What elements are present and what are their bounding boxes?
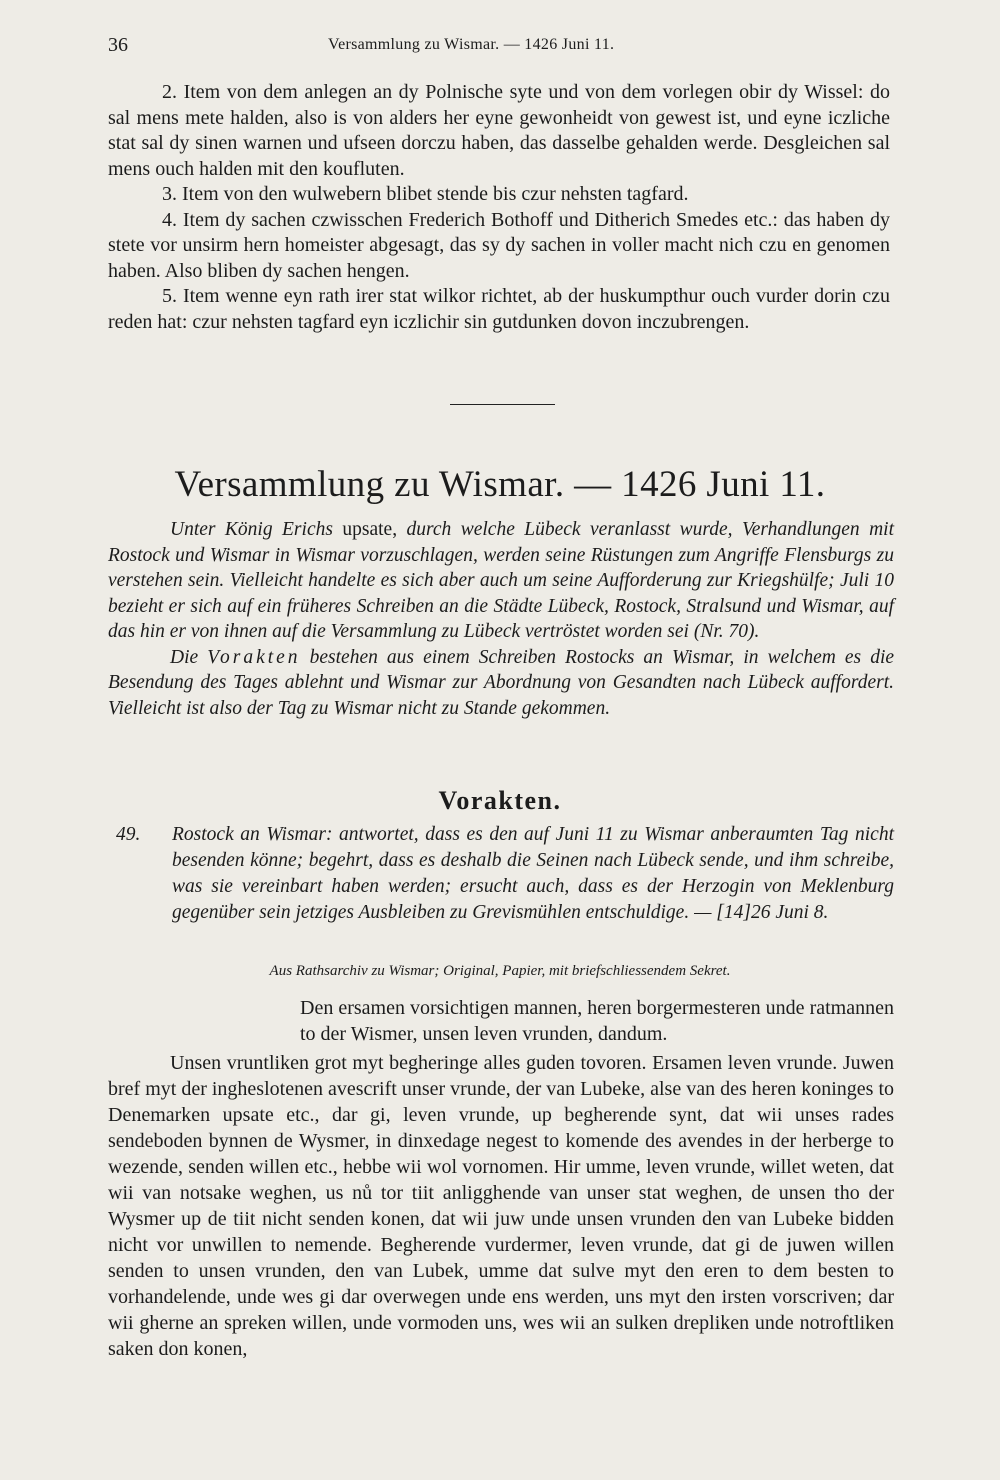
editorial-introduction [108, 517, 894, 721]
intro-paragraph-2 [108, 645, 894, 722]
entry-number: 49. [116, 824, 141, 845]
item-5: 5. Item wenne eyn rath irer stat wilkor richtet, ab der huskumpthur ouch vurder dorin czu reden hat: czur nehsten tagfard eyn iczlichir sin gutdunken dovon inczubrengen. [108, 285, 890, 333]
intro-2-a: Die [170, 646, 199, 668]
intro-paragraph-1 [108, 517, 894, 645]
intro-2-b: Vorakten [207, 646, 301, 668]
intro-1-a: Unter König Erichs [170, 519, 333, 540]
intro-1-b: upsate, [342, 519, 398, 540]
document-entry [108, 822, 894, 926]
intro-1-c: durch welche Lübeck veranlasst wurde, Verhandlungen mit Rostock und Wismar in Wismar vorzuschlagen, werden seine Rüstungen zum Angriffe Flensburgs zu verstehen sein. Vielleicht handelte es sich aber auch um seine Aufforderung zur Kriegshülfe; Juli 10 bezieht er sich auf ein früheres Schreiben an die Städte Lübeck, Rostock, Stralsund und Wismar, auf das hin er von ihnen auf die Versammlung zu Lübeck vertröstet worden sei (Nr. 70). [108, 519, 894, 642]
item-3: 3. Item von den wulwebern blibet stende bis czur nehsten tagfard. [162, 183, 689, 205]
source-note: Aus Rathsarchiv zu Wismar; Original, Papier, mit briefschliessendem Sekret. [269, 963, 731, 979]
section-divider [450, 404, 555, 405]
running-head: Versammlung zu Wismar. — 1426 Juni 11. [328, 36, 615, 53]
section-title: Versammlung zu Wismar. — 1426 Juni 11. [174, 464, 826, 505]
item-list [108, 80, 890, 335]
item-4: 4. Item dy sachen czwisschen Frederich Bothoff und Ditherich Smedes etc.: das haben dy stete vor unsirm hern homeister abgesagt, das sy dy sachen in voller macht nich czu en genomen haben. Also bliben dy sachen hengen. [108, 208, 890, 282]
intro-2-c: bestehen aus einem Schreiben Rostocks an Wismar, in welchem es die Besendung des Tages ablehnt und Wismar zur Abordnung von Gesandten nach Lübeck auffordert. Vielleicht ist also der Tag zu Wismar nicht zu Stande gekommen. [108, 646, 895, 719]
letter-body: Unsen vruntliken grot myt begheringe alles guden tovoren. Ersamen leven vrunde. Juwen bref myt der ingheslotenen avescrift unser vrunde, der van Lubeke, alse van des heren koninges to Denemarken upsate etc., dar gi, leven vrunde, up begherende synt, dat wii unses rades sendeboden bynnen de Wysmer, in dinxedage negest to komende des avendes in der herberge to wezende, senden willen etc., hebbe wii wol vornomen. Hir umme, leven vrunde, willet weten, dat wii van notsake weghen, us nů tor tiit anligghende van unser stat weghen, de unsen tho der Wysmer up de tiit nicht senden konen, dat wii juw unde unsen vrunden den van Lubeke bidden nicht vor unwillen to nemende. Begherende vurdermer, leven vrunde, dat gi de juwen willen senden to unsen vrunden, den van Lubek, umme dat sulve myt den eren to dem besten to vorhandelende, unde wes gi dar overwegen unde ens werden, uns myt den irsten vorscriven; dar wii gherne an spreken willen, unde vormoden uns, wes wii an sulken drepliken unde notroftliken saken don konen, [108, 1052, 894, 1360]
letter-address: Den ersamen vorsichtigen mannen, heren borgermesteren unde ratmannen to der Wismer, unsen leven vrunden, dandum. [300, 997, 894, 1045]
item-2: 2. Item von dem anlegen an dy Polnische syte und von dem vorlegen obir dy Wissel: do sal mens mete halden, also is von alders her eyne gewonheidt von gewest ist, und eyne iczliche stat sal dy sinen warnen und ufseen dorczu haben, das dasselbe gehalden werde. Desgleichen sal mens ouch halden mit den koufluten. [108, 81, 890, 180]
page-header [108, 34, 892, 62]
entry-summary: Rostock an Wismar: antwortet, dass es den auf Juni 11 zu Wismar anberaumten Tag nicht besenden könne; begehrt, dass es deshalb die Seinen nach Lübeck sende, und ihm schreibe, was sie vereinbart haben werden; ersucht auch, dass es der Herzogin von Meklenburg gegenüber sein jetziges Ausbleiben zu Grevismühlen entschuldige. — [14]26 Juni 8. [172, 824, 894, 923]
subheading-vorakten: Vorakten. [438, 786, 562, 815]
page-number: 36 [108, 34, 128, 56]
